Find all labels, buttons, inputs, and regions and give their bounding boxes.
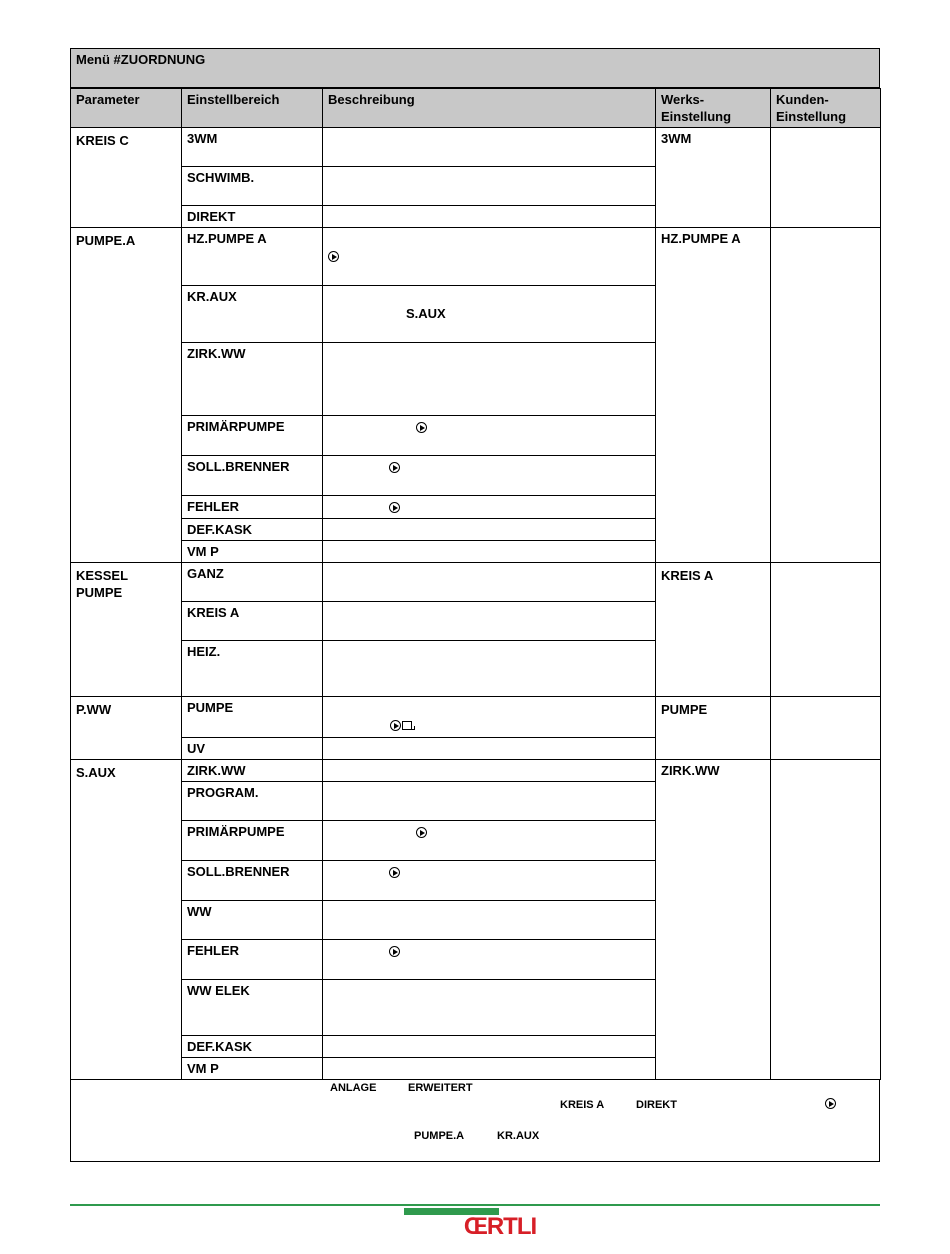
param-pumpe-a: PUMPE.A [71,228,182,563]
description-cell [323,1058,656,1080]
option-cell: SCHWIMB. [182,167,323,206]
option-cell: VM P [182,1058,323,1080]
table-row [71,128,881,167]
param-kreis-c: KREIS C [71,128,182,228]
option-cell: KREIS A [182,602,323,641]
param-kessel-pumpe: KESSEL PUMPE [71,563,182,697]
description-cell [323,496,656,519]
description-cell [323,206,656,228]
description-cell [323,416,656,456]
tap-icon [402,721,412,730]
assignment-table [70,88,881,1080]
document-table [70,48,880,1162]
header-parameter: Parameter [71,89,182,128]
description-cell [323,1036,656,1058]
option-cell: VM P [182,541,323,563]
play-icon [416,422,427,433]
description-cell [323,940,656,980]
description-cell [323,228,656,286]
factory-p-ww: PUMPE [656,697,771,760]
option-cell: WW ELEK [182,980,323,1036]
description-cell [323,821,656,861]
option-cell: UV [182,738,323,760]
description-cell [323,980,656,1036]
header-range: Einstellbereich [182,89,323,128]
option-cell: PRIMÄRPUMPE [182,416,323,456]
play-icon [390,720,401,731]
customer-cell [771,128,881,228]
option-cell: FEHLER [182,940,323,980]
play-icon [389,946,400,957]
option-cell: DIREKT [182,206,323,228]
header-customer: Kunden- Einstellung [771,89,881,128]
table-note: ANLAGE ERWEITERT KREIS A DIREKT PUMPE.A KR.AUX [70,1080,880,1162]
option-cell: SOLL.BRENNER [182,861,323,901]
option-cell: DEF.KASK [182,519,323,541]
option-cell: PROGRAM. [182,782,323,821]
table-row [71,228,881,286]
description-cell [323,456,656,496]
description-cell [323,782,656,821]
play-icon [416,827,427,838]
table-row [71,760,881,782]
option-cell: WW [182,901,323,940]
option-cell: KR.AUX [182,286,323,343]
description-cell [323,602,656,641]
description-cell [323,541,656,563]
param-p-ww: P.WW [71,697,182,760]
customer-cell [771,563,881,697]
factory-kessel-pumpe: KREIS A [656,563,771,697]
description-cell [323,563,656,602]
option-cell: SOLL.BRENNER [182,456,323,496]
option-cell: HZ.PUMPE A [182,228,323,286]
description-cell [323,343,656,416]
option-cell: PRIMÄRPUMPE [182,821,323,861]
description-cell [323,901,656,940]
play-icon [389,867,400,878]
factory-s-aux: ZIRK.WW [656,760,771,1080]
option-cell: ZIRK.WW [182,760,323,782]
play-icon [389,502,400,513]
header-factory: Werks- Einstellung [656,89,771,128]
customer-cell [771,760,881,1080]
description-cell [323,760,656,782]
play-icon [328,251,339,262]
table-row [71,697,881,738]
option-cell: FEHLER [182,496,323,519]
description-cell [323,738,656,760]
factory-kreis-c: 3WM [656,128,771,228]
description-cell: S.AUX [323,286,656,343]
customer-cell [771,697,881,760]
customer-cell [771,228,881,563]
table-row [71,563,881,602]
description-cell [323,128,656,167]
option-cell: GANZ [182,563,323,602]
description-cell [323,519,656,541]
description-cell [323,167,656,206]
play-icon [389,462,400,473]
header-row [71,89,881,128]
option-cell: ZIRK.WW [182,343,323,416]
header-description: Beschreibung [323,89,656,128]
play-icon [825,1098,836,1109]
option-cell: HEIZ. [182,641,323,697]
option-cell: PUMPE [182,697,323,738]
option-cell: 3WM [182,128,323,167]
oertli-logo: ŒRTLI [463,1213,537,1240]
option-cell: DEF.KASK [182,1036,323,1058]
description-cell [323,641,656,697]
param-s-aux: S.AUX [71,760,182,1080]
footer-line [70,1204,880,1206]
description-cell [323,861,656,901]
description-cell [323,697,656,738]
menu-title: Menü #ZUORDNUNG [70,48,880,88]
factory-pumpe-a: HZ.PUMPE A [656,228,771,563]
